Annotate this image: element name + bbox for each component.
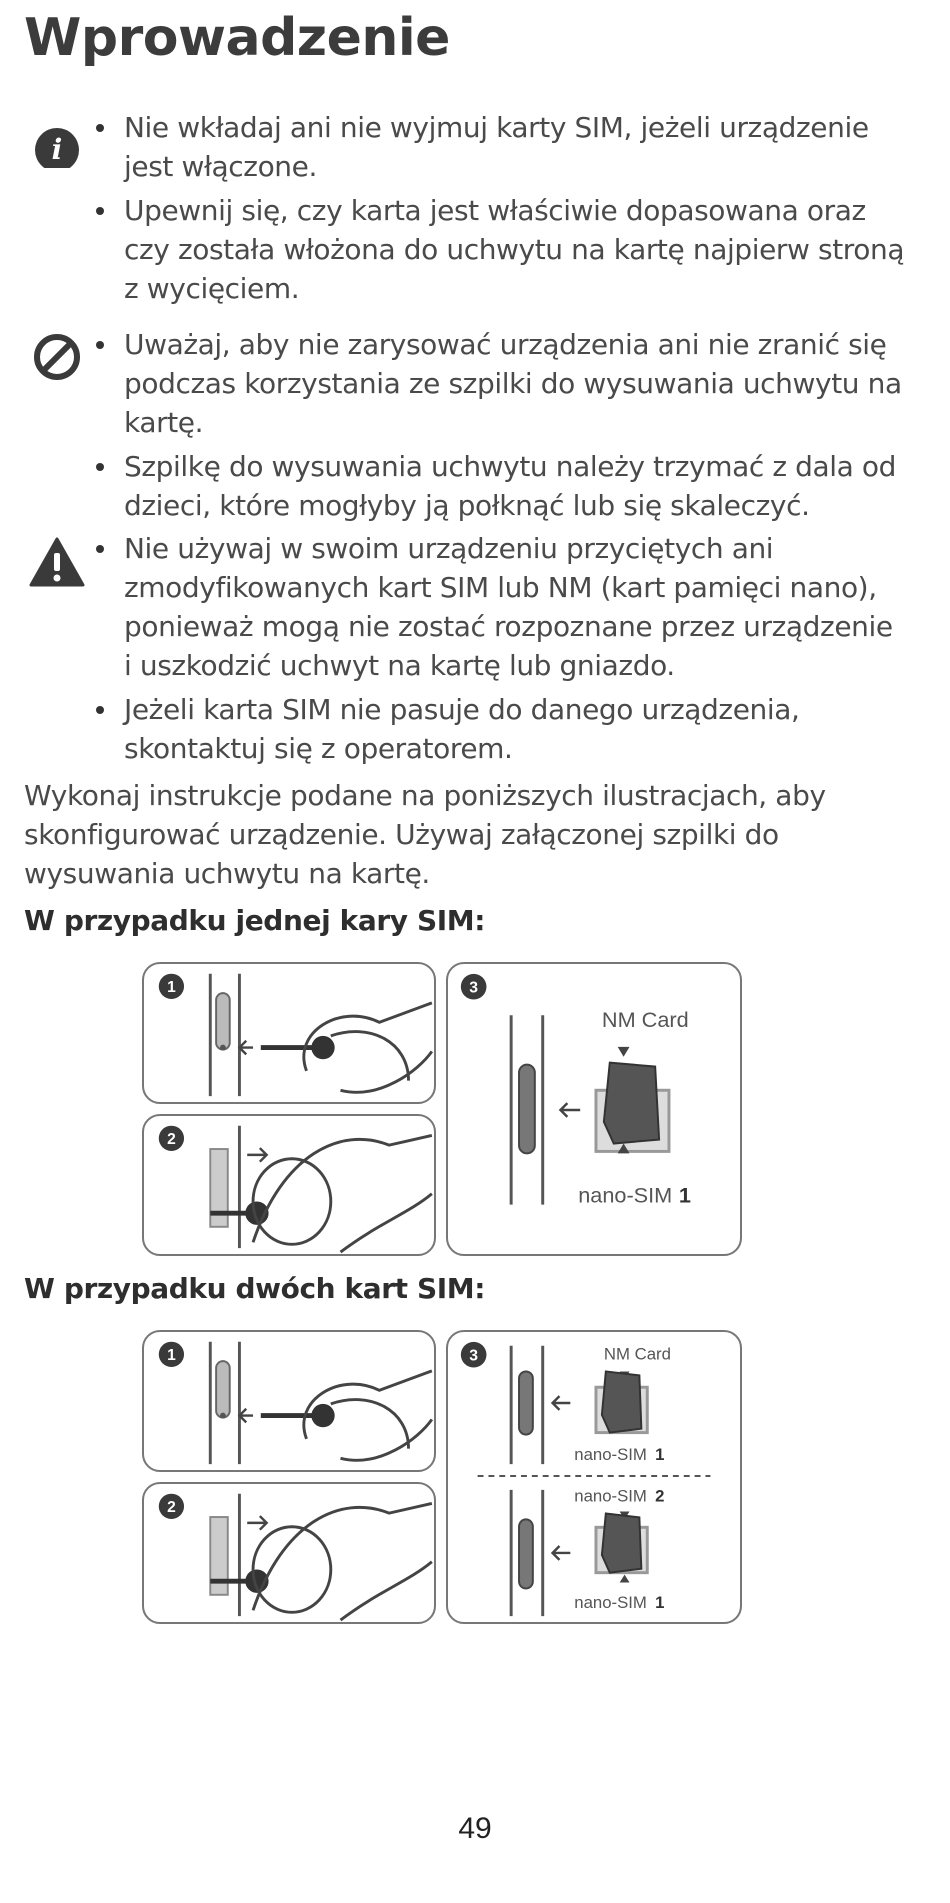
nm-card-label: NM Card (601, 1007, 689, 1033)
nm-card-label: NM Card (603, 1344, 671, 1364)
page-title: Wprowadzenie (24, 8, 450, 68)
step-number: 2 (167, 1131, 176, 1149)
list-item: Szpilkę do wysuwania uchwytu należy trzymać z dala od dzieci, które mogłyby ją połknąć lub się skaleczyć. (124, 447, 908, 525)
page-number: 49 (458, 1812, 492, 1845)
card-placement-illustration (448, 964, 740, 1254)
tray-eject-illustration (144, 1484, 434, 1622)
step-1-panel (142, 962, 436, 1104)
illustration-single-sim (142, 962, 742, 1262)
list-item: Nie używaj w swoim urządzeniu przyciętych ani zmodyfikowanych kart SIM lub NM (kart pamięci nano), ponieważ mogą nie zostać rozpoznane przez urządzenie i uszkodzić uchwyt na kartę lub gniazdo. (124, 529, 908, 685)
info-icon (28, 110, 86, 168)
nano-sim-label: nano-SIM (574, 1593, 647, 1613)
section-heading-single: W przypadku jednej kary SIM: (24, 904, 485, 937)
notice-prohibited (28, 325, 908, 530)
nano-sim-label: nano-SIM (574, 1445, 647, 1465)
nano-sim-number: 1 (655, 1445, 665, 1465)
step-2-panel (142, 1114, 436, 1256)
notice-info (28, 108, 908, 313)
step-number: 1 (167, 979, 176, 997)
list-item: Upewnij się, czy karta jest właściwie dopasowana oraz czy została włożona do uchwytu na kartę najpierw stroną z wycięciem. (124, 191, 908, 308)
list-item: Nie wkładaj ani nie wyjmuj karty SIM, jeżeli urządzenie jest włączone. (124, 108, 908, 186)
notice-list (28, 325, 908, 525)
list-item: Uważaj, aby nie zarysować urządzenia ani nie zranić się podczas korzystania ze szpilki do wysuwania uchwytu na kartę. (124, 325, 908, 442)
step-number: 3 (469, 1347, 479, 1365)
notice-list (28, 108, 908, 308)
step-3-panel (446, 1330, 742, 1624)
pin-insert-illustration (144, 964, 434, 1102)
nano-sim-label: nano-SIM (578, 1182, 673, 1208)
step-1-panel (142, 1330, 436, 1472)
dual-card-placement-illustration (448, 1332, 740, 1622)
svg-text:i: i (51, 133, 63, 166)
illustration-dual-sim (142, 1330, 742, 1630)
nano-sim-2-number: 2 (655, 1486, 665, 1506)
nano-sim-2-label: nano-SIM (574, 1486, 647, 1506)
nano-sim-number: 1 (655, 1593, 665, 1613)
warning-icon (28, 531, 86, 589)
pin-insert-illustration (144, 1332, 434, 1470)
notice-warning (28, 529, 908, 773)
step-3-panel (446, 962, 742, 1256)
notice-list (28, 529, 908, 768)
step-number: 2 (167, 1499, 176, 1517)
section-heading-dual: W przypadku dwóch kart SIM: (24, 1272, 486, 1305)
tray-eject-illustration (144, 1116, 434, 1254)
nano-sim-number: 1 (678, 1182, 691, 1208)
step-2-panel (142, 1482, 436, 1624)
intro-paragraph: Wykonaj instrukcje podane na poniższych ilustracjach, aby skonfigurować urządzenie. Używaj załączonej szpilki do wysuwania uchwytu na kartę. (24, 779, 826, 890)
step-number: 3 (469, 979, 479, 997)
step-number: 1 (167, 1347, 176, 1365)
list-item: Jeżeli karta SIM nie pasuje do danego urządzenia, skontaktuj się z operatorem. (124, 690, 908, 768)
prohibited-icon (28, 327, 86, 385)
